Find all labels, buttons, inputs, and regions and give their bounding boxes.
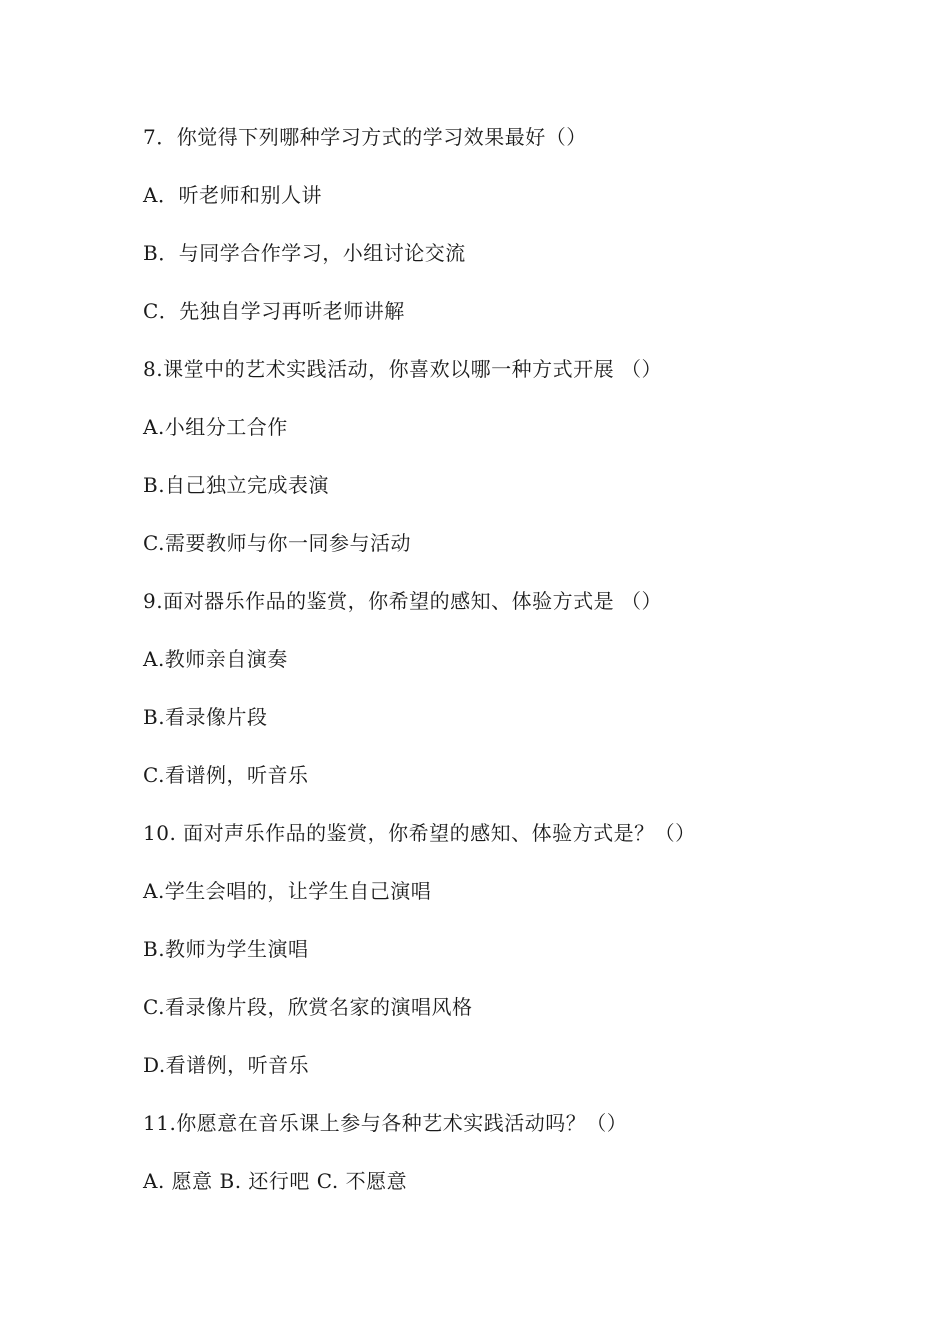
question-7-option-a: A．听老师和别人讲 <box>143 183 322 207</box>
question-10-option-c: C.看录像片段，欣赏名家的演唱风格 <box>143 995 473 1019</box>
question-9-option-a: A.教师亲自演奏 <box>143 647 288 671</box>
question-8-option-b: B.自己独立完成表演 <box>143 473 330 497</box>
question-8-option-a: A.小组分工合作 <box>143 415 288 439</box>
question-8-option-c: C.需要教师与你一同参与活动 <box>143 531 411 555</box>
question-11: 11.你愿意在音乐课上参与各种艺术实践活动吗？（） <box>143 1111 628 1135</box>
question-7-option-b: B．与同学合作学习，小组讨论交流 <box>143 241 466 265</box>
question-11-options: A. 愿意 B. 还行吧 C. 不愿意 <box>143 1169 408 1193</box>
question-10: 10. 面对声乐作品的鉴赏，你希望的感知、体验方式是？（） <box>143 821 696 845</box>
question-9-option-b: B.看录像片段 <box>143 705 268 729</box>
question-9: 9.面对器乐作品的鉴赏，你希望的感知、体验方式是 （） <box>143 589 662 613</box>
question-10-option-d: D.看谱例，听音乐 <box>143 1053 310 1077</box>
question-8: 8.课堂中的艺术实践活动，你喜欢以哪一种方式开展 （） <box>143 357 662 381</box>
question-7-option-c: C．先独自学习再听老师讲解 <box>143 299 405 323</box>
question-10-option-b: B.教师为学生演唱 <box>143 937 309 961</box>
question-9-option-c: C.看谱例，听音乐 <box>143 763 309 787</box>
question-10-option-a: A.学生会唱的，让学生自己演唱 <box>143 879 432 903</box>
question-7: 7．你觉得下列哪种学习方式的学习效果最好（） <box>143 125 587 149</box>
